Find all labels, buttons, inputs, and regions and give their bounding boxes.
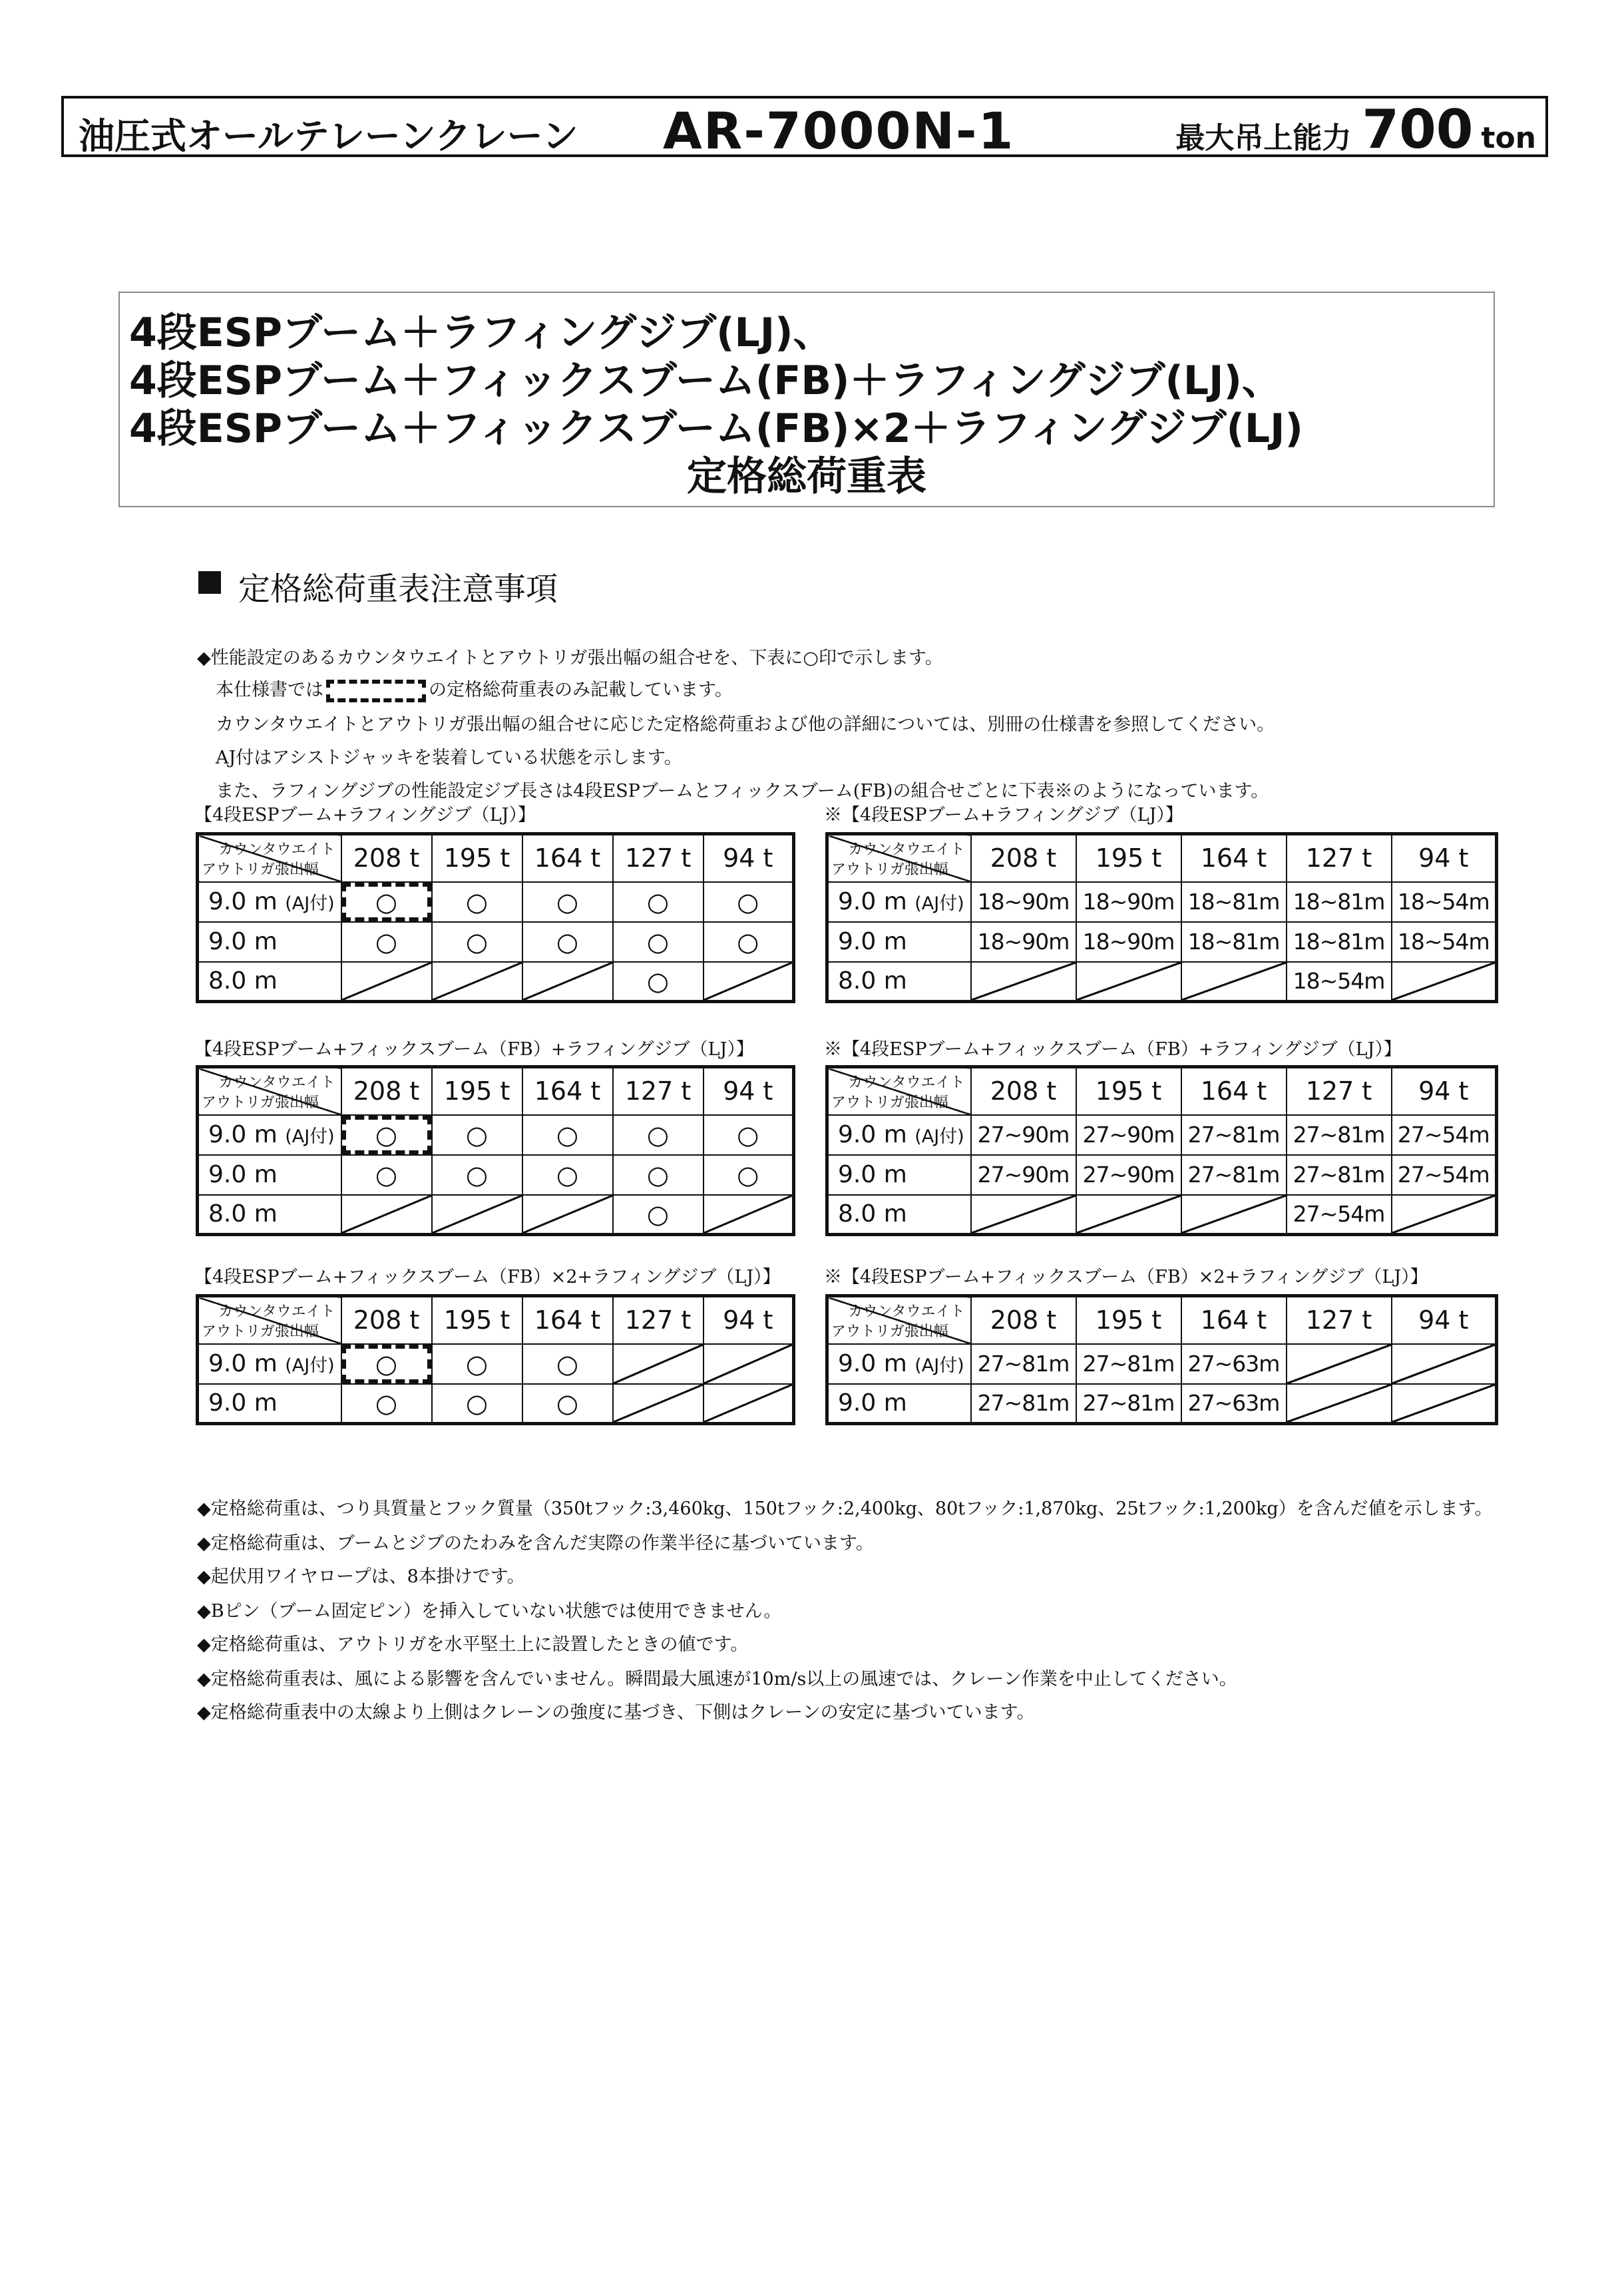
table-header-row: [827, 1296, 1497, 1344]
not-available-cell: [704, 1344, 794, 1384]
outrigger-width: 9.0 m: [838, 1389, 907, 1417]
not-available-cell: [522, 962, 613, 1002]
counterweight-label: カウンタウエイト: [218, 1303, 335, 1320]
counterweight-label: カウンタウエイト: [848, 1074, 965, 1091]
column-header: 127 t: [1287, 1067, 1392, 1115]
page-title: 定格総荷重表: [687, 453, 926, 500]
bottom-note-3: ◆起伏用ワイヤロープは、8本掛けです。: [197, 1566, 525, 1587]
not-available-cell: [432, 962, 522, 1002]
bottom-note-7: ◆定格総荷重表中の太線より上側はクレーンの強度に基づき、下側はクレーンの安定に基づいています。: [197, 1702, 1035, 1723]
available-circle-icon: ○: [704, 1115, 794, 1155]
not-available-cell: [1181, 1195, 1287, 1235]
column-header: 208 t: [341, 834, 432, 882]
jib-length-cell: 27~54m: [1392, 1155, 1497, 1195]
assist-jack-note: (AJ付): [285, 1355, 335, 1376]
column-header: 94 t: [1392, 1067, 1497, 1115]
jib-length-cell: 27~90m: [971, 1155, 1076, 1195]
outrigger-label: アウトリガ張出幅: [831, 861, 948, 878]
outrigger-width-cell: [827, 882, 971, 922]
outrigger-width-cell: [827, 1155, 971, 1195]
jib-length-cell: 27~54m: [1287, 1195, 1392, 1235]
jib-length-cell: 27~90m: [1076, 1115, 1181, 1155]
capacity-label: 最大吊上能力: [1175, 121, 1352, 155]
column-header: 127 t: [613, 1296, 704, 1344]
column-header: 195 t: [1076, 1067, 1181, 1115]
not-available-cell: [1392, 1384, 1497, 1424]
counterweight-label: カウンタウエイト: [848, 841, 965, 858]
assist-jack-note: (AJ付): [914, 1355, 964, 1376]
not-available-cell: [971, 962, 1076, 1002]
note-1: ◆性能設定のあるカウンタウエイトとアウトリガ張出幅の組合せを、下表に○印で示します。: [197, 648, 943, 668]
jib-length-cell: 27~81m: [1181, 1115, 1287, 1155]
table-row: [827, 922, 1497, 962]
outrigger-width: 9.0 m: [208, 888, 278, 915]
column-header: 94 t: [1392, 834, 1497, 882]
title-box: [118, 292, 1495, 507]
available-circle-icon: ○: [704, 882, 794, 922]
outrigger-width-cell: [827, 962, 971, 1002]
note-2-pre: 本仕様書では: [216, 680, 323, 700]
jib-length-cell: 27~81m: [971, 1384, 1076, 1424]
outrigger-width-cell: [827, 1344, 971, 1384]
table-row: [827, 1195, 1497, 1235]
outrigger-width-cell: [827, 1115, 971, 1155]
table-row: [198, 1384, 794, 1424]
column-header: 94 t: [704, 1067, 794, 1115]
outrigger-width-cell: [198, 1344, 341, 1384]
table-corner-cell: [827, 1296, 971, 1344]
outrigger-width: 8.0 m: [208, 967, 278, 995]
table-corner-cell: [198, 834, 341, 882]
outrigger-width-cell: [198, 1155, 341, 1195]
table-header-row: [198, 1067, 794, 1115]
available-circle-icon: ○: [432, 1155, 522, 1195]
jib-length-cell: 18~81m: [1287, 882, 1392, 922]
bottom-note-2: ◆定格総荷重は、ブームとジブのたわみを含んだ実際の作業半径に基づいています。: [197, 1533, 874, 1554]
outrigger-width-cell: [827, 1195, 971, 1235]
jib-length-cell: 18~90m: [1076, 922, 1181, 962]
outrigger-label: アウトリガ張出幅: [202, 1094, 319, 1111]
outrigger-width: 9.0 m: [838, 888, 907, 915]
not-available-cell: [704, 962, 794, 1002]
table-row: [827, 1115, 1497, 1155]
table-caption: 【4段ESPブーム+ラフィングジブ（LJ）】: [194, 805, 536, 825]
available-circle-icon: ○: [613, 1115, 704, 1155]
table-row: [198, 962, 794, 1002]
assist-jack-note: (AJ付): [285, 1126, 335, 1147]
available-circle-icon: ○: [341, 922, 432, 962]
column-header: 164 t: [1181, 1296, 1287, 1344]
jib-length-table: [825, 1065, 1498, 1236]
not-available-cell: [341, 962, 432, 1002]
available-circle-icon: ○: [341, 882, 432, 922]
note-3: カウンタウエイトとアウトリガ張出幅の組合せに応じた定格総荷重および他の詳細については、別冊の仕様書を参照してください。: [216, 714, 1275, 735]
jib-length-cell: 18~81m: [1181, 922, 1287, 962]
counterweight-label: カウンタウエイト: [218, 841, 335, 858]
jib-length-cell: 18~81m: [1287, 922, 1392, 962]
outrigger-width: 9.0 m: [838, 1121, 907, 1148]
outrigger-label: アウトリガ張出幅: [202, 861, 319, 878]
jib-length-cell: 27~54m: [1392, 1115, 1497, 1155]
bottom-note-4: ◆Bピン（ブーム固定ピン）を挿入していない状態では使用できません。: [197, 1601, 782, 1622]
column-header: 127 t: [1287, 1296, 1392, 1344]
column-header: 164 t: [522, 834, 613, 882]
assist-jack-note: (AJ付): [914, 893, 964, 914]
jib-length-cell: 18~54m: [1392, 882, 1497, 922]
table-row: [827, 962, 1497, 1002]
jib-length-cell: 27~81m: [1181, 1155, 1287, 1195]
outrigger-label: アウトリガ張出幅: [831, 1094, 948, 1111]
jib-length-cell: 18~90m: [971, 882, 1076, 922]
title-line-2: 4段ESPブーム＋フィックスブーム(FB)＋ラフィングジブ(LJ)、: [129, 357, 1282, 404]
column-header: 195 t: [432, 1067, 522, 1115]
note-2: [216, 675, 733, 702]
table-row: [198, 1155, 794, 1195]
table-header-row: [198, 1296, 794, 1344]
capacity-value: 700: [1362, 99, 1474, 160]
outrigger-width-cell: [827, 1384, 971, 1424]
jib-length-cell: 18~54m: [1392, 922, 1497, 962]
outrigger-width-cell: [198, 1195, 341, 1235]
available-circle-icon: ○: [341, 1115, 432, 1155]
outrigger-width-cell: [198, 1384, 341, 1424]
available-circle-icon: ○: [341, 1344, 432, 1384]
section-bullet-icon: [198, 571, 221, 594]
not-available-cell: [432, 1195, 522, 1235]
table-caption: ※【4段ESPブーム+フィックスブーム（FB）+ラフィングジブ（LJ）】: [824, 1039, 1402, 1060]
not-available-cell: [341, 1195, 432, 1235]
title-line-1: 4段ESPブーム＋ラフィングジブ(LJ)、: [129, 310, 833, 356]
jib-length-cell: 18~90m: [971, 922, 1076, 962]
not-available-cell: [1076, 1195, 1181, 1235]
available-circle-icon: ○: [613, 962, 704, 1002]
column-header: 127 t: [613, 1067, 704, 1115]
column-header: 164 t: [1181, 834, 1287, 882]
outrigger-width: 8.0 m: [838, 1200, 907, 1228]
not-available-cell: [1392, 962, 1497, 1002]
column-header: 164 t: [522, 1067, 613, 1115]
table-row: [198, 1195, 794, 1235]
table-corner-cell: [198, 1067, 341, 1115]
jib-length-cell: 27~81m: [1287, 1115, 1392, 1155]
jib-length-table: [825, 1294, 1498, 1425]
title-line-3: 4段ESPブーム＋フィックスブーム(FB)×2＋ラフィングジブ(LJ): [129, 405, 1303, 452]
jib-length-cell: 27~81m: [1076, 1344, 1181, 1384]
not-available-cell: [1392, 1195, 1497, 1235]
outrigger-width: 9.0 m: [208, 928, 278, 955]
available-circle-icon: ○: [341, 1384, 432, 1424]
not-available-cell: [1287, 1344, 1392, 1384]
available-circle-icon: ○: [432, 882, 522, 922]
jib-length-table: [825, 832, 1498, 1003]
outrigger-width: 9.0 m: [208, 1121, 278, 1148]
not-available-cell: [971, 1195, 1076, 1235]
available-circle-icon: ○: [704, 922, 794, 962]
table-row: [827, 882, 1497, 922]
bottom-note-1: ◆定格総荷重は、つり具質量とフック質量（350tフック:3,460kg、150tフック:2,400kg、80tフック:1,870kg、25tフック:1,200kg）を含んだ値を示します。: [197, 1498, 1493, 1519]
column-header: 208 t: [971, 1296, 1076, 1344]
crane-type: 油圧式オールテレーンクレーン: [79, 115, 578, 157]
table-corner-cell: [827, 1067, 971, 1115]
available-circle-icon: ○: [613, 1195, 704, 1235]
availability-table: [196, 1065, 795, 1236]
availability-table: [196, 832, 795, 1003]
column-header: 195 t: [1076, 834, 1181, 882]
table-caption: ※【4段ESPブーム+ラフィングジブ（LJ）】: [824, 805, 1183, 825]
outrigger-width-cell: [198, 882, 341, 922]
not-available-cell: [613, 1384, 704, 1424]
max-capacity: [1175, 99, 1536, 160]
assist-jack-note: (AJ付): [285, 893, 335, 914]
table-row: [198, 882, 794, 922]
column-header: 195 t: [432, 834, 522, 882]
available-circle-icon: ○: [704, 1155, 794, 1195]
available-circle-icon: ○: [522, 882, 613, 922]
available-circle-icon: ○: [613, 1155, 704, 1195]
column-header: 127 t: [1287, 834, 1392, 882]
table-header-row: [198, 834, 794, 882]
capacity-unit: ton: [1481, 121, 1536, 155]
outrigger-width: 9.0 m: [208, 1161, 278, 1188]
table-row: [827, 1155, 1497, 1195]
section-title: 定格総荷重表注意事項: [238, 571, 558, 608]
note-4: AJ付はアシストジャッキを装着している状態を示します。: [216, 748, 682, 768]
outrigger-width: 9.0 m: [208, 1350, 278, 1377]
jib-length-cell: 18~81m: [1181, 882, 1287, 922]
outrigger-width: 9.0 m: [838, 928, 907, 955]
jib-length-cell: 27~81m: [1287, 1155, 1392, 1195]
assist-jack-note: (AJ付): [914, 1126, 964, 1147]
jib-length-cell: 27~90m: [1076, 1155, 1181, 1195]
not-available-cell: [704, 1384, 794, 1424]
model-number: AR-7000N-1: [663, 101, 1015, 160]
header-bar: [61, 96, 1548, 160]
table-caption: 【4段ESPブーム+フィックスブーム（FB）+ラフィングジブ（LJ）】: [194, 1039, 754, 1060]
note-2-post: の定格総荷重表のみ記載しています。: [429, 680, 733, 700]
not-available-cell: [704, 1195, 794, 1235]
jib-length-cell: 27~90m: [971, 1115, 1076, 1155]
available-circle-icon: ○: [522, 1115, 613, 1155]
outrigger-width: 9.0 m: [838, 1161, 907, 1188]
not-available-cell: [1392, 1344, 1497, 1384]
counterweight-label: カウンタウエイト: [218, 1074, 335, 1091]
available-circle-icon: ○: [432, 1115, 522, 1155]
outrigger-width-cell: [827, 922, 971, 962]
available-circle-icon: ○: [613, 882, 704, 922]
bottom-note-5: ◆定格総荷重は、アウトリガを水平堅土上に設置したときの値です。: [197, 1634, 749, 1655]
table-header-row: [827, 1067, 1497, 1115]
outrigger-label: アウトリガ張出幅: [202, 1323, 319, 1340]
not-available-cell: [1287, 1384, 1392, 1424]
not-available-cell: [613, 1344, 704, 1384]
available-circle-icon: ○: [432, 1344, 522, 1384]
bottom-note-6: ◆定格総荷重表は、風による影響を含んでいません。瞬間最大風速が10m/s以上の風速では、クレーン作業を中止してください。: [197, 1669, 1237, 1690]
jib-length-cell: 27~63m: [1181, 1384, 1287, 1424]
column-header: 94 t: [1392, 1296, 1497, 1344]
table-row: [198, 1344, 794, 1384]
available-circle-icon: ○: [432, 1384, 522, 1424]
jib-length-cell: 18~90m: [1076, 882, 1181, 922]
table-corner-cell: [827, 834, 971, 882]
column-header: 208 t: [971, 1067, 1076, 1115]
table-corner-cell: [198, 1296, 341, 1344]
available-circle-icon: ○: [522, 1344, 613, 1384]
column-header: 94 t: [704, 1296, 794, 1344]
available-circle-icon: ○: [613, 922, 704, 962]
available-circle-icon: ○: [432, 922, 522, 962]
table-caption: 【4段ESPブーム+フィックスブーム（FB）×2+ラフィングジブ（LJ）】: [194, 1267, 781, 1287]
available-circle-icon: ○: [522, 922, 613, 962]
not-available-cell: [522, 1195, 613, 1235]
available-circle-icon: ○: [341, 1155, 432, 1195]
outrigger-width-cell: [198, 1115, 341, 1155]
available-circle-icon: ○: [522, 1155, 613, 1195]
not-available-cell: [1181, 962, 1287, 1002]
jib-length-cell: 18~54m: [1287, 962, 1392, 1002]
jib-length-cell: 27~63m: [1181, 1344, 1287, 1384]
column-header: 208 t: [971, 834, 1076, 882]
jib-length-cell: 27~81m: [971, 1344, 1076, 1384]
outrigger-width-cell: [198, 922, 341, 962]
counterweight-label: カウンタウエイト: [848, 1303, 965, 1320]
outrigger-width: 8.0 m: [838, 967, 907, 995]
table-row: [198, 922, 794, 962]
outrigger-label: アウトリガ張出幅: [831, 1323, 948, 1340]
table-header-row: [827, 834, 1497, 882]
dashed-box-icon: [326, 680, 426, 702]
table-row: [827, 1344, 1497, 1384]
outrigger-width: 9.0 m: [208, 1389, 278, 1417]
jib-length-cell: 27~81m: [1076, 1384, 1181, 1424]
column-header: 164 t: [522, 1296, 613, 1344]
column-header: 94 t: [704, 834, 794, 882]
column-header: 127 t: [613, 834, 704, 882]
table-row: [198, 1115, 794, 1155]
table-row: [827, 1384, 1497, 1424]
note-5: また、ラフィングジブの性能設定ジブ長さは4段ESPブームとフィックスブーム(FB)の組合せごとに下表※のようになっています。: [216, 781, 1269, 802]
availability-table: [196, 1294, 795, 1425]
not-available-cell: [1076, 962, 1181, 1002]
column-header: 208 t: [341, 1296, 432, 1344]
column-header: 164 t: [1181, 1067, 1287, 1115]
table-caption: ※【4段ESPブーム+フィックスブーム（FB）×2+ラフィングジブ（LJ）】: [824, 1267, 1428, 1287]
outrigger-width-cell: [198, 962, 341, 1002]
outrigger-width: 8.0 m: [208, 1200, 278, 1228]
column-header: 195 t: [432, 1296, 522, 1344]
outrigger-width: 9.0 m: [838, 1350, 907, 1377]
column-header: 208 t: [341, 1067, 432, 1115]
available-circle-icon: ○: [522, 1384, 613, 1424]
column-header: 195 t: [1076, 1296, 1181, 1344]
